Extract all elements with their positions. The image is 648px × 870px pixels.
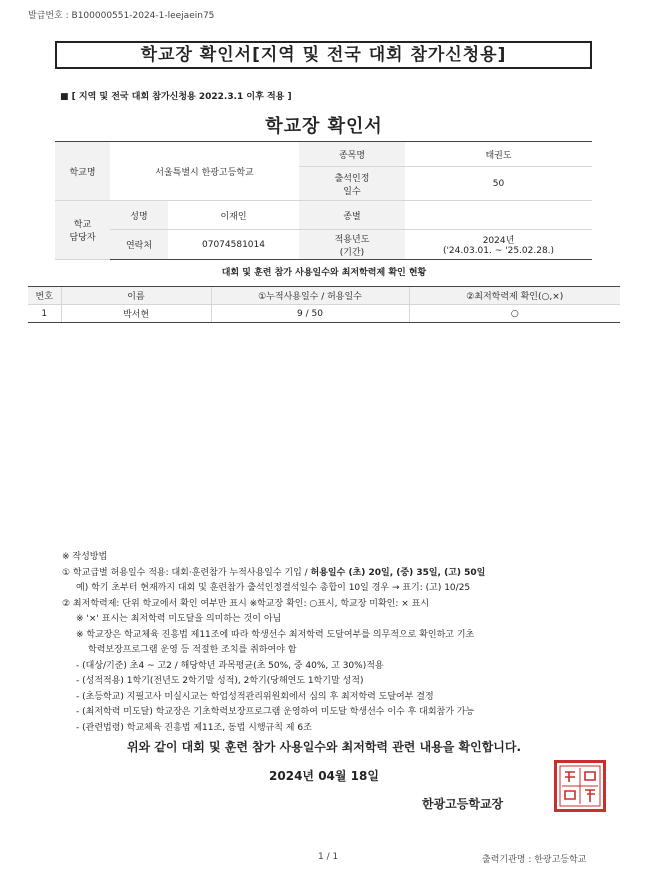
row-used-days: 9 / 50 [211,305,409,323]
header-used-days: ①누적사용일수 / 허용일수 [211,287,409,305]
principal-signature: 한광고등학교장 [422,797,504,811]
header-min-academic: ②최저학력제 확인(○,×) [409,287,620,305]
note-line: ※ '×' 표시는 최저학력 미도달을 의미하는 것이 아님 [76,614,282,624]
sport-label: 종목명 [299,142,405,167]
phone-label: 연락처 [110,230,168,260]
header-title: 학교장 확인서[지역 및 전국 대회 참가신청용] [55,41,592,69]
info-table [55,141,592,260]
contact-name: 이재인 [168,201,299,230]
period-label: 적용년도 (기간) [299,230,405,260]
category-label: 종별 [299,201,405,230]
school-name: 서울특별시 한광고등학교 [110,142,299,201]
name-label: 성명 [110,201,168,230]
note-line: ② 최저학력제: 단위 학교에서 확인 여부만 표시 ※학교장 확인: ○표시, 학교장 미확인: × 표시 [62,598,430,609]
issue-date: 2024년 04월 18일 [269,769,379,783]
confirmation-statement: 위와 같이 대회 및 훈련 참가 사용일수와 최저학력 관련 내용을 확인합니다. [126,740,522,754]
document-title: 학교장 확인서 [265,116,383,137]
note-line: - (최저학력 미도달) 학교장은 기초학력보장프로그램 운영하여 미도달 학생선수 이수 후 대회참가 가능 [76,707,475,717]
phone-value: 07074581014 [168,230,299,260]
note-line: - (초등학교) 지필고사 미실시교는 학업성적관리위원회에서 심의 후 최저학력 도달여부 결정 [76,691,434,702]
school-name-label: 학교명 [55,142,110,201]
seal-icon [557,763,603,809]
attendance-days-label: 출석인정 일수 [299,167,405,201]
header-name: 이름 [61,287,211,305]
output-organization: 출력기관명 : 한광고등학교 [482,855,587,865]
note-line: - (대상/기준) 초4 ~ 고2 / 해당학년 과목평균(초 50%, 중 40%, 고 30%)적용 [76,660,384,671]
page-indicator: 1 / 1 [318,852,339,862]
note-line: 예) 학기 초부터 현재까지 대회 및 훈련참가 출석인정결석일수 총합이 10일 경우 → 표기: (고) 10/25 [76,583,471,593]
contact-label: 학교 담당자 [55,201,110,260]
note-line: 학력보장프로그램 운영 등 적절한 조치를 취하여야 함 [88,645,297,655]
header-number: 번호 [28,287,61,305]
category-value [405,201,592,230]
note-line: - (관련법령) 학교체육 진흥법 제11조, 동법 시행규칙 제 6조 [76,722,312,733]
issue-number: 발급번호 : B100000551-2024-1-leejaein75 [28,11,215,21]
row-number: 1 [28,305,61,323]
status-section-title: 대회 및 훈련 참가 사용일수와 최저학력제 확인 현황 [221,268,427,278]
note-line: ※ 학교장은 학교체육 진흥법 제11조에 따라 학생선수 최저학력 도달여부를 의무적으로 확인하고 기초 [76,629,475,640]
writing-instructions [62,550,485,736]
notes-heading: ※ 작성방법 [62,552,108,562]
row-min-academic: ○ [409,305,620,323]
period-value: 2024년 ('24.03.01. ~ '25.02.28.) [405,230,592,260]
attendance-days-value: 50 [405,167,592,201]
school-seal-stamp [554,760,606,812]
note-line: ① 학교급별 허용일수 적용: 대회·훈련참가 누적사용일수 기입 / 허용일수 (초) 20일, (중) 35일, (고) 50일 [62,567,486,578]
status-table [28,286,620,323]
sport-value: 태권도 [405,142,592,167]
row-name: 박서현 [61,305,211,323]
table-row [28,305,620,323]
subtitle: ■ [ 지역 및 전국 대회 참가신청용 2022.3.1 이후 적용 ] [60,92,292,102]
note-line: - (성적적용) 1학기(전년도 2학기말 성적), 2학기(당해연도 1학기말 성적) [76,676,364,686]
